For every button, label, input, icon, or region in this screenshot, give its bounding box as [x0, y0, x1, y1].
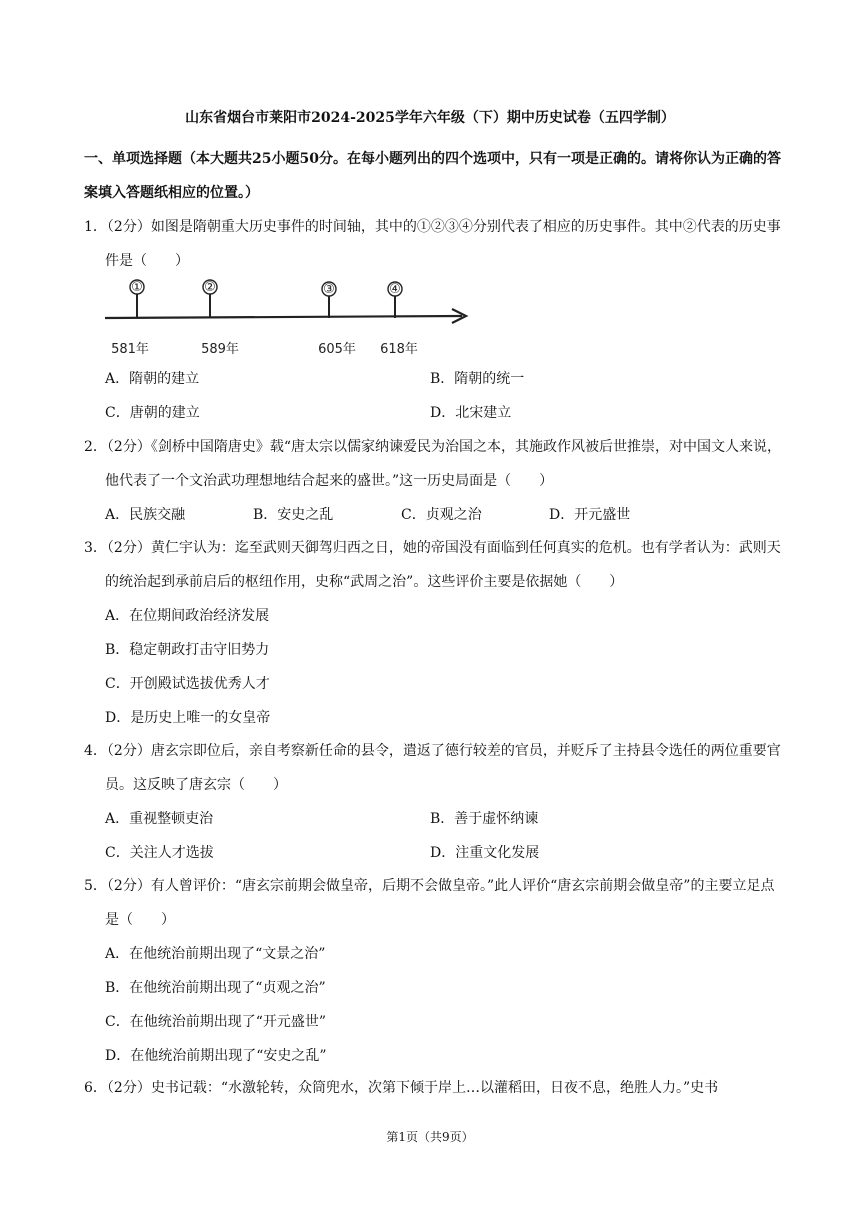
option-b[interactable]: B．在他统治前期出现了“贞观之治”	[105, 980, 326, 996]
option-b[interactable]: B．安史之乱	[253, 507, 334, 523]
question-3	[84, 531, 784, 735]
timeline-marker-label: ②	[204, 280, 216, 295]
question-4	[84, 734, 784, 870]
question-1-options	[84, 362, 784, 430]
timeline-year-label: 581年	[111, 342, 149, 357]
question-1	[84, 210, 784, 278]
option-b[interactable]: B．稳定朝政打击守旧势力	[105, 642, 270, 658]
option-a[interactable]: A．民族交融	[105, 507, 186, 523]
timeline-year-label: 618年	[380, 342, 418, 357]
option-d[interactable]: D．注重文化发展	[430, 845, 540, 861]
option-c[interactable]: C．关注人才选拔	[105, 845, 214, 861]
timeline-figure	[102, 270, 482, 360]
timeline-axis	[105, 316, 462, 318]
timeline-marker-2	[203, 280, 217, 318]
timeline-marker-label: ①	[131, 280, 143, 295]
option-a[interactable]: A．在位期间政治经济发展	[105, 608, 270, 624]
timeline-marker-label: ③	[323, 282, 335, 297]
timeline-marker-label: ④	[389, 282, 401, 297]
option-a[interactable]: A．重视整顿吏治	[105, 811, 214, 827]
question-3-stem: 3．（2分）黄仁宇认为：迄至武则天御驾归西之日，她的帝国没有面临到任何真实的危机。也有学者认为：武则天的统治起到承前启后的枢纽作用，史称“武周之治”。这些评价主要是依据她（ ）	[84, 540, 781, 590]
question-6-stem: 6．（2分）史书记载：“水激轮转，众筒兜水，次第下倾于岸上…以灌稻田，日夜不息，绝胜人力。”史书	[84, 1080, 719, 1096]
exam-title: 山东省烟台市莱阳市2024-2025学年六年级（下）期中历史试卷（五四学制）	[185, 110, 675, 126]
option-a[interactable]: A．在他统治前期出现了“文景之治”	[105, 946, 326, 962]
option-c[interactable]: C．唐朝的建立	[105, 405, 200, 421]
question-1-stem: 1．（2分）如图是隋朝重大历史事件的时间轴，其中的①②③④分别代表了相应的历史事件。其中②代表的历史事件是（ ）	[84, 219, 781, 269]
option-c[interactable]: C．贞观之治	[401, 507, 482, 523]
question-5	[84, 869, 784, 1073]
question-6	[84, 1071, 784, 1105]
option-d[interactable]: D．在他统治前期出现了“安史之乱”	[105, 1048, 327, 1064]
option-b[interactable]: B．善于虚怀纳谏	[430, 811, 539, 827]
option-c[interactable]: C．在他统治前期出现了“开元盛世”	[105, 1014, 327, 1030]
timeline-marker-1	[130, 280, 144, 318]
section-heading: 一、单项选择题（本大题共25小题50分。在每小题列出的四个选项中，只有一项是正确的。请将你认为正确的答案填入答题纸相应的位置。）	[84, 151, 781, 201]
timeline-year-label: 605年	[318, 342, 356, 357]
option-d[interactable]: D．北宋建立	[430, 405, 512, 421]
question-5-stem: 5．（2分）有人曾评价：“唐玄宗前期会做皇帝，后期不会做皇帝。”此人评价“唐玄宗前期会做皇帝”的主要立足点是（ ）	[84, 878, 775, 928]
timeline-marker-4	[388, 282, 402, 318]
question-2	[84, 430, 784, 532]
question-4-stem: 4．（2分）唐玄宗即位后，亲自考察新任命的县令，遣返了德行较差的官员，并贬斥了主持县令选任的两位重要官员。这反映了唐玄宗（ ）	[84, 743, 781, 793]
option-d[interactable]: D．是历史上唯一的女皇帝	[105, 710, 271, 726]
timeline-marker-3	[322, 282, 336, 318]
option-d[interactable]: D．开元盛世	[549, 507, 631, 523]
option-c[interactable]: C．开创殿试选拔优秀人才	[105, 676, 270, 692]
page-footer: 第1页（共9页）	[386, 1130, 474, 1144]
timeline-year-label: 589年	[201, 342, 239, 357]
option-b[interactable]: B．隋朝的统一	[430, 371, 525, 387]
option-a[interactable]: A．隋朝的建立	[105, 371, 200, 387]
question-2-stem: 2．（2分）《剑桥中国隋唐史》载“唐太宗以儒家纳谏爱民为治国之本，其施政作风被后世推崇，对中国文人来说，他代表了一个文治武功理想地结合起来的盛世。”这一历史局面是（ ）	[84, 439, 781, 489]
